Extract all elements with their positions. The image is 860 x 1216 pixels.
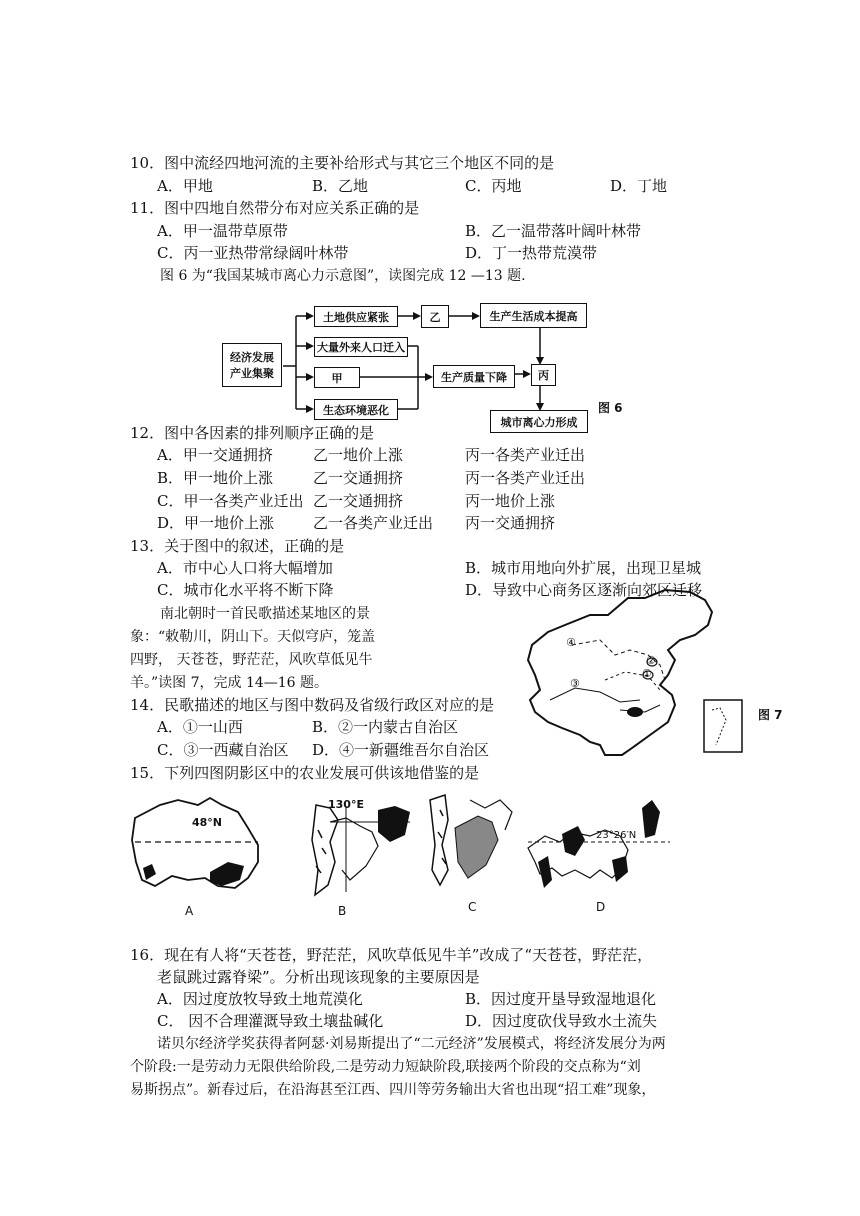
figure-6-label: 图 6	[598, 401, 623, 415]
q10-option-d: D．丁地	[610, 177, 668, 195]
q12-b-jia: B．甲一地价上涨	[157, 469, 274, 487]
map-marker-1: ①	[642, 667, 652, 680]
flow-land-supply-box: 土地供应紧张	[314, 306, 398, 327]
q13-option-b: B．城市用地向外扩展，出现卫星城	[465, 559, 702, 577]
map-d-tropic: 23°26′N	[596, 830, 637, 841]
poem-line-3: 四野， 天苍苍，野茫茫，风吹草低见牛	[130, 652, 373, 668]
map-d-label: D	[596, 900, 606, 914]
q16-option-b: B．因过度开垦导致湿地退化	[465, 990, 657, 1008]
q14-option-c: C．③一西藏自治区	[157, 741, 289, 759]
q12-c-jia: C．甲一各类产业迁出	[157, 492, 304, 510]
flow-yi-box: 乙	[421, 305, 449, 328]
flow-start-line2: 产业集聚	[230, 367, 274, 380]
q13-option-c: C．城市化水平将不断下降	[157, 581, 334, 599]
q10-option-c: C．丙地	[465, 177, 522, 195]
q16-option-d: D．因过度砍伐导致水土流失	[465, 1012, 658, 1030]
q12-b-bing: 丙一各类产业迁出	[465, 469, 586, 487]
q12-c-yi: 乙一交通拥挤	[313, 492, 404, 510]
q11-option-c: C．丙一亚热带常绿阔叶林带	[157, 244, 349, 262]
q16-option-a: A．因过度放牧导致土地荒漠化	[157, 990, 363, 1008]
q12-b-yi: 乙一交通拥挤	[313, 469, 404, 487]
figure-7-label: 图 7	[758, 708, 783, 722]
flow-migration-box: 大量外来人口迁入	[314, 337, 408, 357]
q16-stem-line1: 16．现在有人将“天苍苍，野茫茫，风吹草低见牛羊”改成了“天苍苍，野茫茫，	[130, 946, 653, 964]
map-b-longitude: 130°E	[328, 798, 364, 811]
map-marker-4: ④	[566, 636, 576, 649]
q14-option-b: B．②一内蒙古自治区	[312, 718, 459, 736]
map-b-label: B	[338, 904, 347, 918]
q14-option-d: D．④一新疆维吾尔自治区	[312, 741, 490, 759]
map-a-latitude: 48°N	[192, 816, 223, 829]
flow-bing-box: 丙	[531, 364, 556, 386]
q12-a-jia: A．甲一交通拥挤	[157, 446, 273, 464]
map-c-label: C	[468, 900, 477, 914]
map-marker-2: ②	[646, 654, 656, 667]
flow-jia-box: 甲	[314, 367, 360, 388]
q16-option-c: C． 因不合理灌溉导致土壤盐碱化	[157, 1012, 384, 1030]
map-marker-3: ③	[570, 677, 580, 690]
q11-option-d: D．丁一热带荒漠带	[465, 244, 598, 262]
q12-c-bing: 丙一地价上涨	[465, 492, 556, 510]
q13-stem: 13．关于图中的叙述，正确的是	[130, 537, 345, 555]
tail-line-3: 易斯拐点”。新春过后，在沿海甚至江西、四川等劳务输出大省也出现“招工难”现象，	[130, 1082, 656, 1098]
flow-quality-box: 生产质量下降	[433, 365, 515, 388]
q10-option-b: B．乙地	[312, 177, 369, 195]
q15-stem: 15．下列四图阴影区中的农业发展可供该地借鉴的是	[130, 764, 480, 782]
q12-stem: 12．图中各因素的排列顺序正确的是	[130, 424, 375, 442]
poem-line-1: 南北朝时一首民歌描述某地区的景	[160, 606, 370, 622]
q12-d-jia: D．甲一地价上涨	[157, 514, 275, 532]
intro-12-13: 图 6 为“我国某城市离心力示意图”，读图完成 12 —13 题.	[160, 268, 526, 284]
q12-a-bing: 丙一各类产业迁出	[465, 446, 586, 464]
q14-option-a: A．①一山西	[157, 718, 243, 736]
q11-option-a: A．甲一温带草原带	[157, 222, 288, 240]
q11-option-b: B．乙一温带落叶阔叶林带	[465, 222, 642, 240]
q11-stem: 11．图中四地自然带分布对应关系正确的是	[130, 199, 420, 217]
flow-start-line1: 经济发展	[230, 351, 274, 364]
flow-cost-box: 生产生活成本提高	[480, 303, 587, 328]
q14-stem: 14．民歌描述的地区与图中数码及省级行政区对应的是	[130, 696, 495, 714]
q13-option-d: D．导致中心商务区逐渐向郊区迁移	[465, 581, 703, 599]
q13-option-a: A．市中心人口将大幅增加	[157, 559, 333, 577]
q12-d-yi: 乙一各类产业迁出	[313, 514, 434, 532]
flow-final-box: 城市离心力形成	[490, 410, 588, 433]
poem-line-2: 象：“敕勒川，阴山下。天似穹庐，笼盖	[130, 629, 376, 645]
q10-stem: 10．图中流经四地河流的主要补给形式与其它三个地区不同的是	[130, 154, 555, 172]
tail-line-1: 诺贝尔经济学奖获得者阿瑟·刘易斯提出了“二元经济”发展模式，将经济发展分为两	[157, 1036, 666, 1052]
poem-line-4: 羊。”读图 7，完成 14—16 题。	[130, 675, 329, 691]
q16-stem-line2: 老鼠跳过露脊梁”。分析出现该现象的主要原因是	[157, 968, 480, 986]
q12-a-yi: 乙一地价上涨	[313, 446, 404, 464]
q10-option-a: A．甲地	[157, 177, 213, 195]
q12-d-bing: 丙一交通拥挤	[465, 514, 556, 532]
map-a-label: A	[185, 904, 194, 918]
flow-ecology-box: 生态环境恶化	[314, 399, 398, 420]
tail-line-2: 个阶段:一是劳动力无限供给阶段,二是劳动力短缺阶段,联接两个阶段的交点称为“刘	[130, 1059, 641, 1075]
